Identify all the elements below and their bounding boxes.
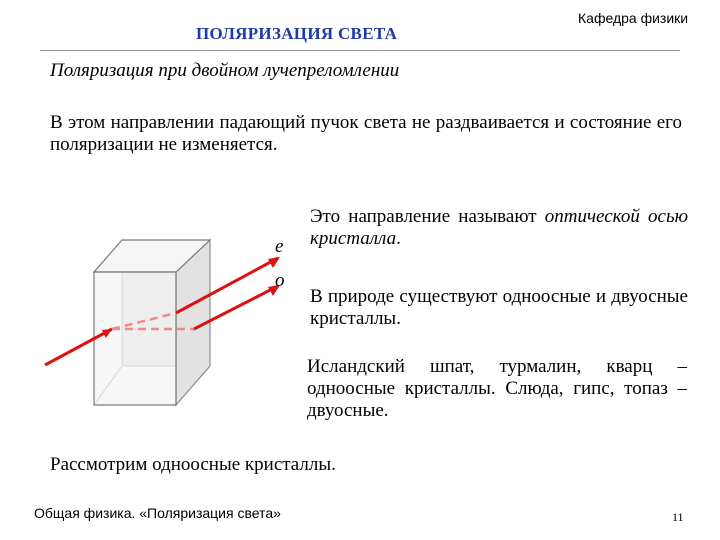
crystal-front-face	[94, 272, 176, 405]
header-title: ПОЛЯРИЗАЦИЯ СВЕТА	[196, 24, 398, 43]
page-number: 11	[672, 510, 684, 524]
conclusion-line: Рассмотрим одноосные кристаллы.	[50, 454, 336, 475]
header-divider	[40, 50, 680, 51]
optic-axis-term: оптической осью кристалла	[310, 206, 688, 249]
optic-axis-paragraph	[310, 206, 688, 250]
footer-course-title: Общая физика. «Поляризация света»	[34, 505, 281, 521]
crystal-types-paragraph: В природе существуют одноосные и двуосные кристаллы.	[310, 286, 688, 329]
ray-label-e: e	[275, 236, 284, 257]
ray-label-o: o	[275, 270, 285, 291]
intro-paragraph: В этом направлении падающий пучок света не раздваивается и состояние его поляризации не изменяется.	[50, 112, 682, 155]
optic-axis-period: .	[396, 228, 401, 249]
crystal-examples-paragraph: Исландский шпат, турмалин, кварц – одноосные кристаллы. Слюда, гипс, топаз – двуосные.	[307, 356, 687, 421]
optic-axis-text: Это направление называют	[310, 206, 545, 227]
slide-subtitle: Поляризация при двойном лучепреломлении	[50, 60, 400, 81]
crystal-figure	[30, 230, 290, 420]
crystal-prism	[94, 240, 210, 405]
department-label: Кафедра физики	[578, 10, 689, 26]
